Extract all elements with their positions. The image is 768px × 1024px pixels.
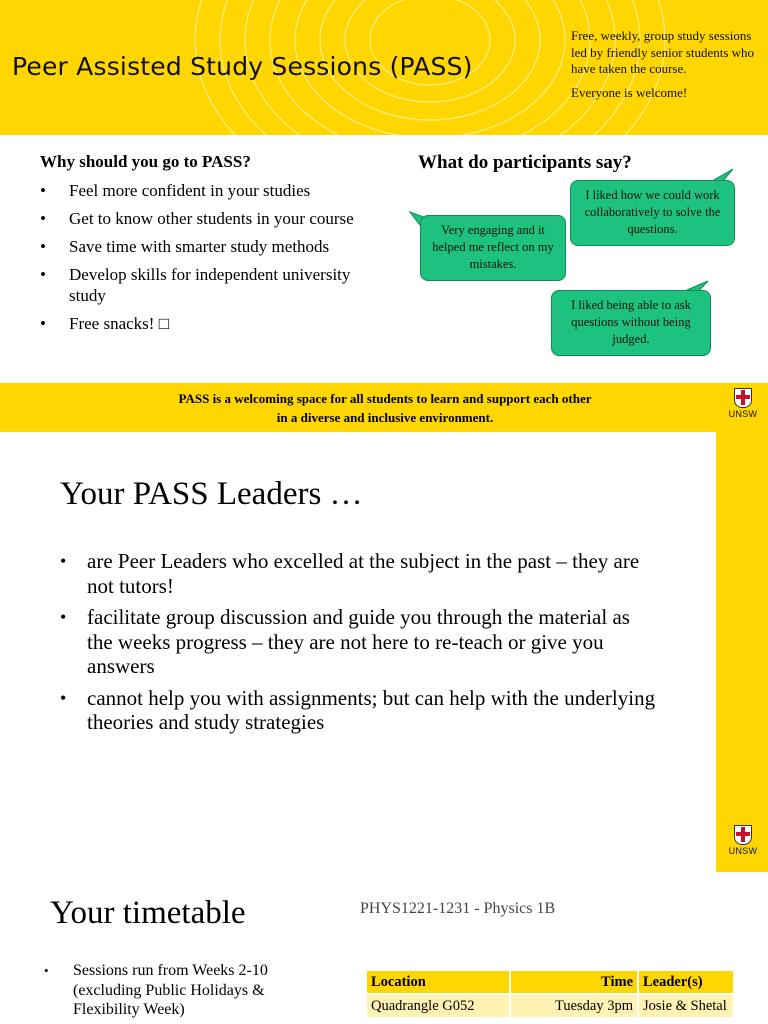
list-item: • Feel more confident in your studies (40, 181, 311, 200)
list-item: • Develop skills for independent university study (40, 265, 351, 305)
why-list (40, 180, 380, 341)
bullet-icon: • (40, 209, 46, 228)
course-code: PHYS1221-1231 - Physics 1B (360, 900, 556, 917)
bullet-icon: • (60, 607, 67, 627)
cell-location: Quadrangle G052 (367, 995, 509, 1017)
list-item: • Sessions run from Weeks 2-10 (excluding Public Holidays & Flexibility Week) (44, 962, 268, 1018)
bullet-icon: • (40, 265, 46, 284)
leaders-title: Your PASS Leaders … (60, 476, 363, 512)
page-title: Peer Assisted Study Sessions (PASS) (12, 52, 473, 81)
table-header-row (367, 971, 733, 993)
quote-bubble: I liked being able to ask questions without being judged. (551, 290, 711, 356)
column-header-location: Location (367, 971, 509, 993)
why-heading: Why should you go to PASS? (40, 152, 251, 171)
column-header-time: Time (511, 971, 637, 993)
table-row (367, 995, 733, 1017)
cell-leaders: Josie & Shetal (639, 995, 733, 1017)
list-item: • are Peer Leaders who excelled at the subject in the past – they are not tutors! (60, 549, 640, 598)
leaders-list (60, 549, 660, 742)
timetable-title: Your timetable (50, 895, 246, 931)
participants-heading: What do participants say? (418, 152, 632, 173)
unsw-logo: UNSW (723, 825, 763, 856)
cell-time: Tuesday 3pm (511, 995, 637, 1017)
welcome-text: Everyone is welcome! (571, 84, 688, 100)
banner-text: PASS is a welcoming space for all students to learn and support each other in a diverse and inclusive environment. (178, 391, 592, 425)
list-item: • Free snacks! □ (40, 314, 169, 333)
header-blurb (571, 28, 761, 101)
bullet-icon: • (40, 181, 46, 200)
list-item: • facilitate group discussion and guide you through the material as the weeks progress – they are not here to re-teach or give you answers (60, 605, 630, 678)
bullet-icon: • (60, 551, 67, 571)
bullet-icon: • (60, 687, 67, 708)
header-band (0, 0, 768, 135)
list-item: • cannot help you with assignments; but can help with the underlying theories and study strategies (60, 685, 656, 734)
bullet-icon: • (44, 963, 49, 978)
unsw-logo: UNSW (723, 388, 763, 419)
blurb-text: Free, weekly, group study sessions led by friendly senior students who have taken the course. (571, 28, 755, 76)
unsw-crest-icon (734, 825, 752, 845)
bullet-icon: • (40, 314, 46, 333)
quote-bubble: I liked how we could work collaboratively to solve the questions. (570, 180, 735, 246)
side-strip (716, 432, 768, 872)
timetable-table (365, 969, 735, 1019)
list-item: • Save time with smarter study methods (40, 237, 330, 256)
column-header-leaders: Leader(s) (639, 971, 733, 993)
bullet-icon: • (40, 237, 46, 256)
quote-bubble: Very engaging and it helped me reflect on my mistakes. (420, 215, 566, 281)
list-item: • Get to know other students in your course (40, 209, 354, 228)
unsw-crest-icon (734, 388, 752, 408)
timetable-notes (44, 961, 324, 1020)
